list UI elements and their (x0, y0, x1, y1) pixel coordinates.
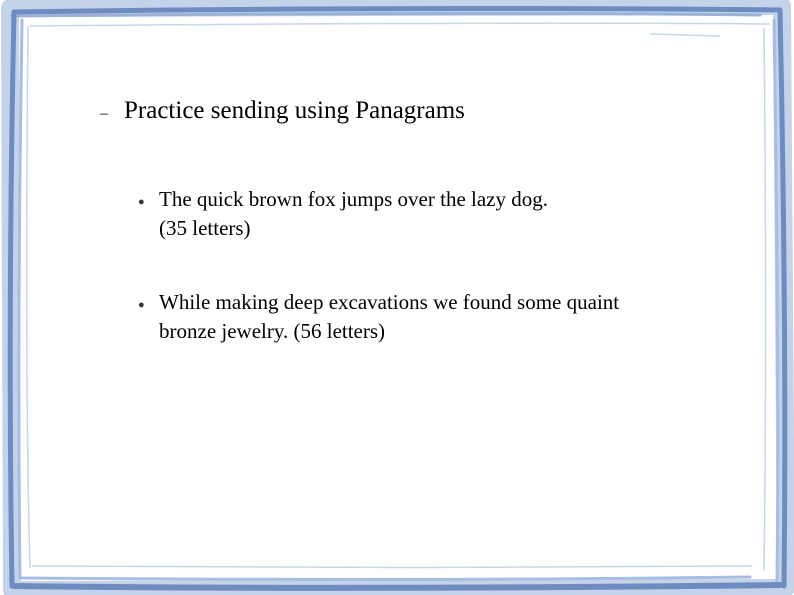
bullet-item (138, 288, 718, 346)
heading-line (100, 94, 465, 131)
bullet-item (138, 185, 718, 243)
bullet-text-line: The quick brown fox jumps over the lazy dog. (159, 187, 548, 211)
bullet-text-line: While making deep excavations we found some quaint (159, 290, 620, 314)
bullet-text (159, 288, 619, 346)
bullet-text (159, 185, 548, 243)
round-bullet-icon: ● (138, 196, 145, 208)
dash-bullet-icon: – (100, 105, 108, 122)
bullet-text-line: bronze jewelry. (56 letters) (159, 319, 386, 343)
heading-text: Practice sending using Panagrams (124, 97, 465, 124)
round-bullet-icon: ● (138, 299, 145, 311)
bullet-text-line: (35 letters) (159, 216, 251, 240)
